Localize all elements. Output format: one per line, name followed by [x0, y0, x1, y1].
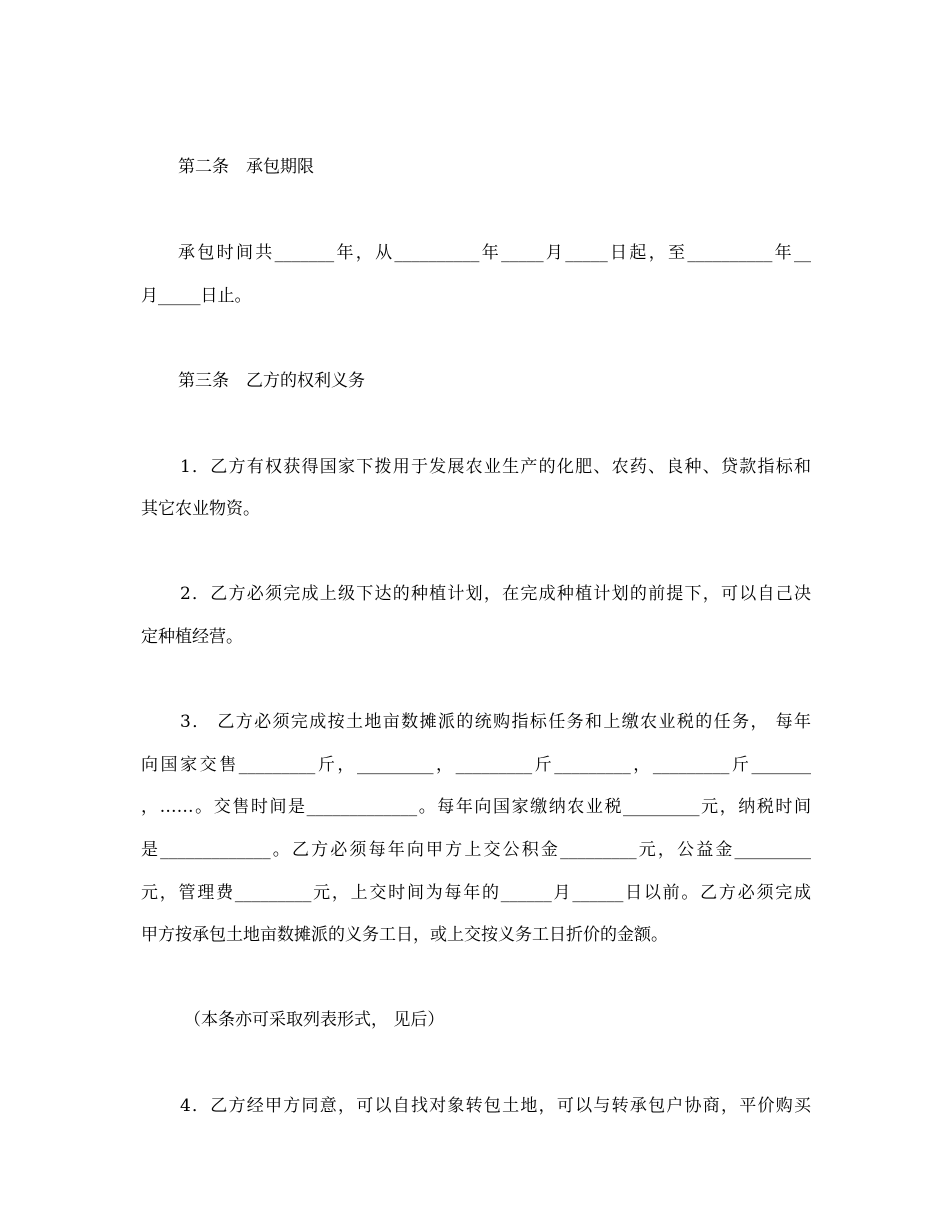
- item-4-line-1: 4．乙方经甲方同意，可以自找对象转包土地，可以与转承包户协商，平价购买: [180, 1096, 811, 1116]
- item-3-line-2: 向国家交售_________斤，_________，_________斤_________，_________斤_______: [141, 755, 811, 775]
- item-1-line-2: 其它农业物资。: [141, 499, 260, 519]
- item-3-line-1: 3． 乙方必须完成按土地亩数摊派的统购指标任务和上缴农业税的任务， 每年: [180, 712, 811, 732]
- item-1-line-1: 1．乙方有权获得国家下拨用于发展农业生产的化肥、农药、良种、贷款指标和: [180, 457, 811, 477]
- item-2-line-2: 定种植经营。: [141, 627, 243, 647]
- item-3-line-4: 是_____________。乙方必须每年向甲方上交公积金_________元，公益金_________: [141, 840, 811, 860]
- item-3-line-5: 元，管理费_________元，上交时间为每年的______月______日以前。乙方必须完成: [141, 883, 811, 903]
- article-2-paragraph-line-2: 月_____日止。: [141, 286, 252, 306]
- article-2-heading: 第二条 承包期限: [178, 157, 314, 177]
- article-3-heading: 第三条 乙方的权利义务: [178, 371, 365, 391]
- item-2-line-1: 2．乙方必须完成上级下达的种植计划，在完成种植计划的前提下，可以自己决: [180, 584, 811, 604]
- article-2-paragraph-line-1: 承包时间共_______年，从__________年_____月_____日起，至__________年__: [178, 243, 811, 263]
- item-3-line-3: ，……。交售时间是_____________。每年向国家缴纳农业税_________元，纳税时间: [141, 797, 811, 817]
- item-3-line-6: 甲方按承包土地亩数摊派的义务工日，或上交按义务工日折价的金额。: [141, 925, 668, 945]
- item-3-note: （本条亦可采取列表形式， 见后）: [184, 1010, 445, 1030]
